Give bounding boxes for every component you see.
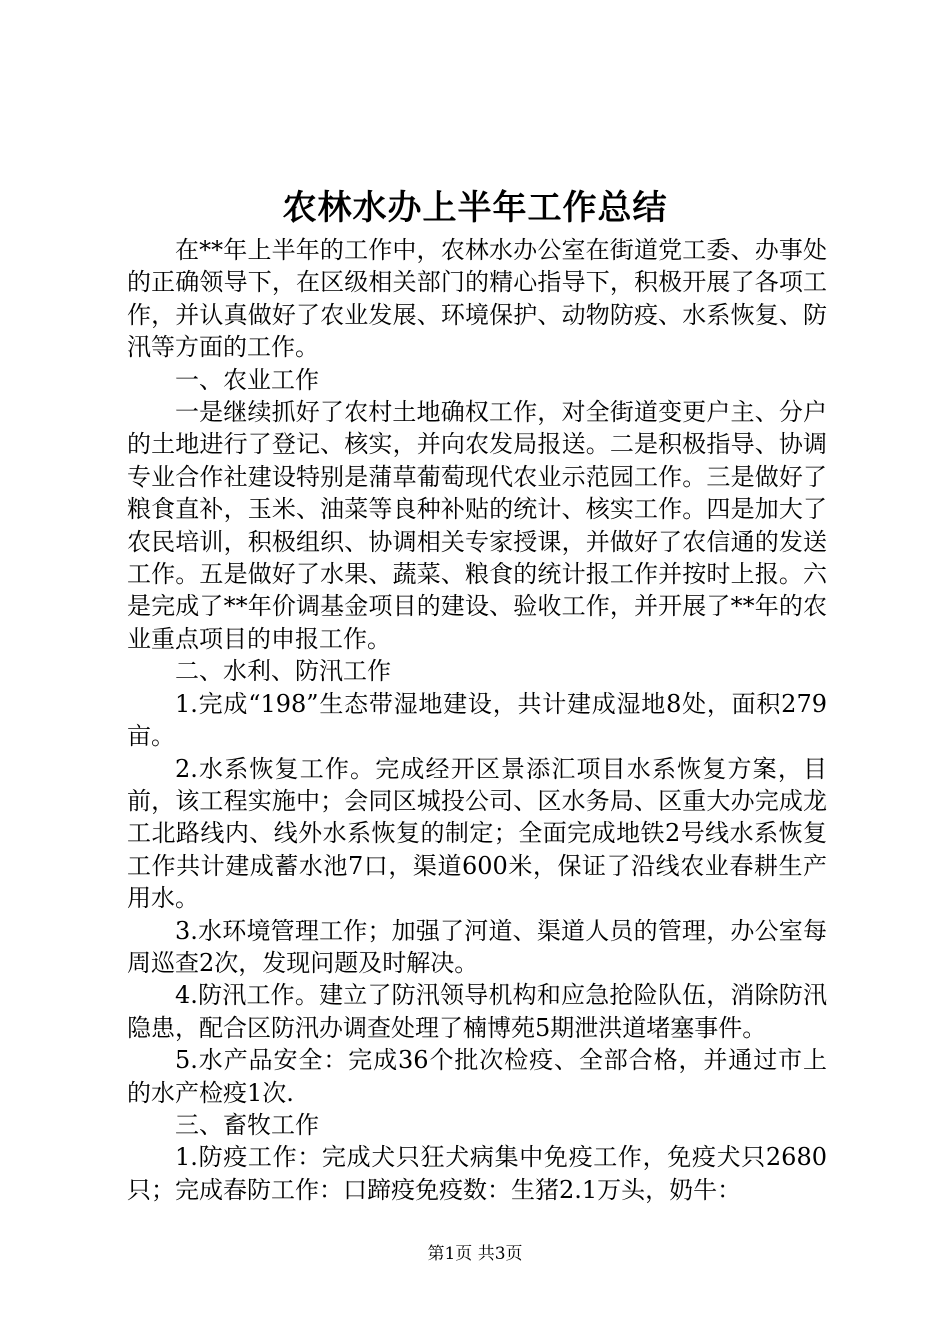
section-heading-water-flood: 二、水利、防汛工作	[175, 657, 391, 686]
livestock-item-1: 1.防疫工作：完成犬只狂犬病集中免疫工作，免疫犬只2680只；完成春防工作：口蹄疫免疫数：生猪2.1万头，奶牛：	[127, 1143, 827, 1204]
water-item-2: 2.水系恢复工作。完成经开区景添汇项目水系恢复方案，目前，该工程实施中；会同区城投公司、区水务局、区重大办完成龙工北路线内、线外水系恢复的制定；全面完成地铁2号线水系恢复工作共计建成蓄水池7口，渠道600米，保证了沿线农业春耕生产用水。	[127, 754, 827, 913]
document-body	[127, 234, 827, 1206]
water-item-3: 3.水环境管理工作；加强了河道、渠道人员的管理，办公室每周巡查2次，发现问题及时解决。	[127, 916, 827, 977]
intro-paragraph: 在**年上半年的工作中，农林水办公室在街道党工委、办事处的正确领导下，在区级相关部门的精心指导下，积极开展了各项工作，并认真做好了农业发展、环境保护、动物防疫、水系恢复、防汛等方面的工作。	[127, 236, 827, 362]
water-item-5: 5.水产品安全：完成36个批次检疫、全部合格，并通过市上的水产检疫1次.	[127, 1046, 827, 1107]
page-footer: 第1页 共3页	[427, 1244, 523, 1264]
water-item-4: 4.防汛工作。建立了防汛领导机构和应急抢险队伍，消除防汛隐患，配合区防汛办调查处理了楠博苑5期泄洪道堵塞事件。	[127, 981, 827, 1042]
agriculture-paragraph: 一是继续抓好了农村土地确权工作，对全街道变更户主、分户的土地进行了登记、核实，并向农发局报送。二是积极指导、协调专业合作社建设特别是蒲草葡萄现代农业示范园工作。三是做好了粮食直补，玉米、油菜等良种补贴的统计、核实工作。四是加大了农民培训，积极组织、协调相关专家授课，并做好了农信通的发送工作。五是做好了水果、蔬菜、粮食的统计报工作并按时上报。六是完成了**年价调基金项目的建设、验收工作，并开展了**年的农业重点项目的申报工作。	[127, 398, 827, 653]
document-title: 农林水办上半年工作总结	[282, 188, 668, 228]
section-heading-livestock: 三、畜牧工作	[175, 1110, 319, 1139]
section-heading-agriculture: 一、农业工作	[175, 365, 319, 394]
water-item-1: 1.完成“198”生态带湿地建设，共计建成湿地8处，面积279亩。	[127, 689, 827, 751]
